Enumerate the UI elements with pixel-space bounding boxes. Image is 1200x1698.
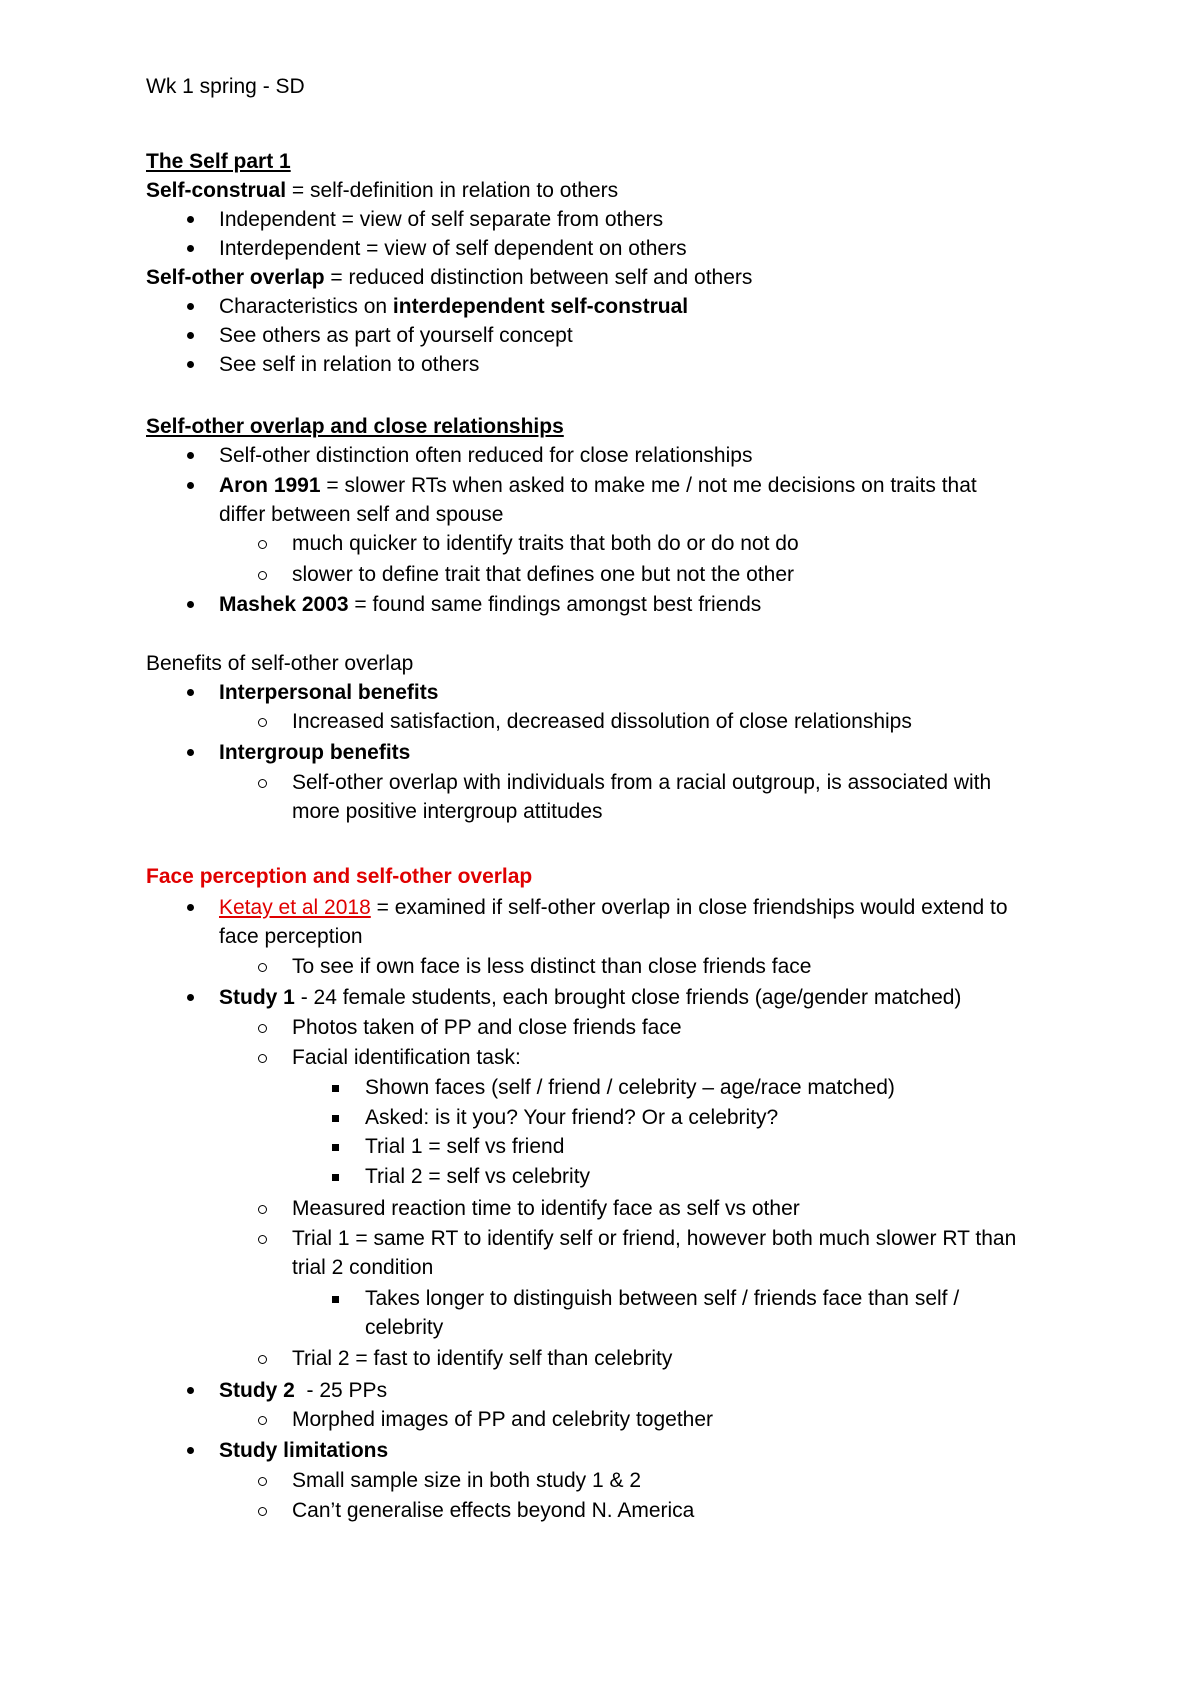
definition-text: = self-definition in relation to others bbox=[286, 179, 619, 202]
bullet-text-plain: = slower RTs when asked to make me / not me decisions on traits that bbox=[320, 474, 977, 497]
bullet-text bbox=[219, 894, 1008, 922]
sub-bullet-ring bbox=[258, 718, 267, 727]
sub-bullet-ring bbox=[258, 571, 267, 580]
square-bullet bbox=[332, 1296, 339, 1303]
bullet-text-plain: = found same findings amongst best friends bbox=[348, 593, 762, 616]
sub-bullet-text: Facial identification task: bbox=[292, 1046, 521, 1069]
study-label: Study 1 bbox=[219, 986, 295, 1009]
bullet-dot bbox=[187, 1387, 194, 1394]
bullet-text-plain: = examined if self-other overlap in close friendships would extend to bbox=[370, 896, 1008, 919]
sub-bullet-text: Trial 1 = same RT to identify self or friend, however both much slower RT than bbox=[292, 1227, 1017, 1250]
sub-sub-bullet-text: Asked: is it you? Your friend? Or a celebrity? bbox=[365, 1106, 779, 1129]
sub-bullet-ring bbox=[258, 1235, 267, 1244]
section-heading-close-relationships: Self-other overlap and close relationships bbox=[146, 415, 564, 438]
sub-bullet-text: Morphed images of PP and celebrity together bbox=[292, 1408, 714, 1431]
sub-bullet-ring bbox=[258, 963, 267, 972]
sub-bullet-text: slower to define trait that defines one but not the other bbox=[292, 563, 794, 586]
bullet-text-plain: - 24 female students, each brought close friends (age/gender matched) bbox=[294, 986, 962, 1009]
sub-bullet-ring bbox=[258, 1477, 267, 1486]
bullet-text: Self-other distinction often reduced for close relationships bbox=[219, 444, 753, 467]
sub-sub-bullet-text: Takes longer to distinguish between self / friends face than self / bbox=[365, 1287, 960, 1310]
bullet-text: Intergroup benefits bbox=[219, 741, 411, 764]
bullet-text-plain: - 25 PPs bbox=[294, 1379, 388, 1402]
definition-line bbox=[146, 177, 618, 205]
sub-sub-bullet-text: Shown faces (self / friend / celebrity – age/race matched) bbox=[365, 1076, 895, 1099]
sub-bullet-text: Increased satisfaction, decreased dissolution of close relationships bbox=[292, 710, 912, 733]
section-heading-self-part-1: The Self part 1 bbox=[146, 150, 291, 173]
bullet-dot bbox=[187, 452, 194, 459]
bullet-dot bbox=[187, 904, 194, 911]
sub-bullet-ring bbox=[258, 1024, 267, 1033]
sub-bullet-text-continuation: trial 2 condition bbox=[292, 1256, 434, 1279]
sub-bullet-ring bbox=[258, 1507, 267, 1516]
bullet-dot bbox=[187, 361, 194, 368]
bullet-text bbox=[219, 1377, 387, 1405]
doc-header: Wk 1 spring - SD bbox=[146, 75, 305, 98]
bullet-text-continuation: face perception bbox=[219, 925, 363, 948]
sub-bullet-text: Photos taken of PP and close friends face bbox=[292, 1016, 682, 1039]
bullet-text bbox=[219, 984, 961, 1012]
bullet-text bbox=[219, 472, 977, 500]
sub-bullet-text: much quicker to identify traits that both do or do not do bbox=[292, 532, 799, 555]
citation-link[interactable]: Ketay et al 2018 bbox=[219, 896, 371, 919]
sub-bullet-text: Trial 2 = fast to identify self than celebrity bbox=[292, 1347, 673, 1370]
sub-bullet-text: Can’t generalise effects beyond N. America bbox=[292, 1499, 695, 1522]
bullet-dot bbox=[187, 482, 194, 489]
term: Self-construal bbox=[146, 179, 287, 202]
sub-bullet-text: Measured reaction time to identify face as self vs other bbox=[292, 1197, 800, 1220]
sub-bullet-ring bbox=[258, 1054, 267, 1063]
sub-bullet-ring bbox=[258, 1416, 267, 1425]
bullet-text: See others as part of yourself concept bbox=[219, 324, 573, 347]
bullet-text: Study limitations bbox=[219, 1439, 389, 1462]
bullet-dot bbox=[187, 994, 194, 1001]
square-bullet bbox=[332, 1085, 339, 1092]
bullet-text-bold: interdependent self-construal bbox=[392, 295, 689, 318]
bullet-text: See self in relation to others bbox=[219, 353, 480, 376]
bullet-dot bbox=[187, 216, 194, 223]
bullet-text: Interdependent = view of self dependent on others bbox=[219, 237, 687, 260]
term: Self-other overlap bbox=[146, 266, 325, 289]
bullet-text-continuation: differ between self and spouse bbox=[219, 503, 504, 526]
bullet-text bbox=[219, 293, 688, 321]
sub-bullet-ring bbox=[258, 540, 267, 549]
bullet-dot bbox=[187, 332, 194, 339]
bullet-text-plain: Characteristics on bbox=[219, 295, 393, 318]
definition-text: = reduced distinction between self and others bbox=[324, 266, 753, 289]
bullet-text: Interpersonal benefits bbox=[219, 681, 439, 704]
citation: Mashek 2003 bbox=[219, 593, 349, 616]
section-heading-benefits: Benefits of self-other overlap bbox=[146, 652, 414, 675]
bullet-dot bbox=[187, 1447, 194, 1454]
definition-line bbox=[146, 264, 752, 292]
bullet-dot bbox=[187, 303, 194, 310]
bullet-text: Independent = view of self separate from others bbox=[219, 208, 664, 231]
citation: Aron 1991 bbox=[219, 474, 321, 497]
study-label: Study 2 bbox=[219, 1379, 295, 1402]
bullet-text bbox=[219, 591, 761, 619]
sub-bullet-text-continuation: more positive intergroup attitudes bbox=[292, 800, 603, 823]
sub-bullet-ring bbox=[258, 1205, 267, 1214]
bullet-dot bbox=[187, 689, 194, 696]
sub-bullet-ring bbox=[258, 779, 267, 788]
sub-bullet-text: Small sample size in both study 1 & 2 bbox=[292, 1469, 642, 1492]
square-bullet bbox=[332, 1144, 339, 1151]
bullet-dot bbox=[187, 601, 194, 608]
bullet-dot bbox=[187, 245, 194, 252]
square-bullet bbox=[332, 1174, 339, 1181]
sub-sub-bullet-text-continuation: celebrity bbox=[365, 1316, 444, 1339]
sub-bullet-text: Self-other overlap with individuals from a racial outgroup, is associated with bbox=[292, 771, 992, 794]
square-bullet bbox=[332, 1115, 339, 1122]
sub-bullet-text: To see if own face is less distinct than close friends face bbox=[292, 955, 812, 978]
sub-bullet-ring bbox=[258, 1355, 267, 1364]
sub-sub-bullet-text: Trial 1 = self vs friend bbox=[365, 1135, 565, 1158]
section-heading-face-perception: Face perception and self-other overlap bbox=[146, 865, 533, 888]
bullet-dot bbox=[187, 749, 194, 756]
sub-sub-bullet-text: Trial 2 = self vs celebrity bbox=[365, 1165, 591, 1188]
